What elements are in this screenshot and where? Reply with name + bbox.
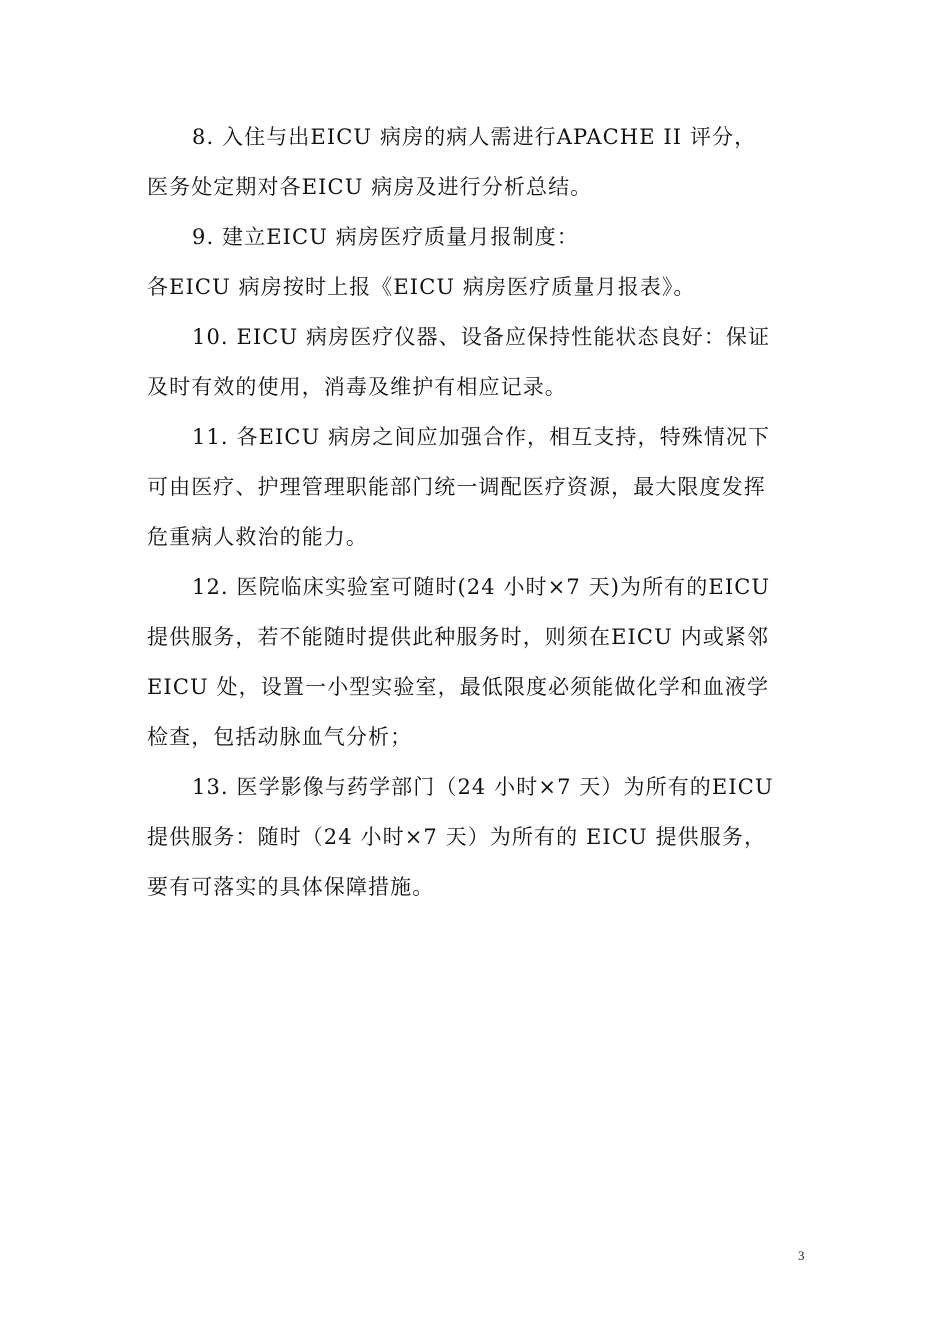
item-9-line-1: 9. 建立EICU 病房医疗质量月报制度： bbox=[192, 225, 579, 249]
item-10-line-1: 10. EICU 病房医疗仪器、设备应保持性能状态良好：保证 bbox=[192, 325, 771, 349]
item-11-line-1: 11. 各EICU 病房之间应加强合作，相互支持，特殊情况下 bbox=[192, 425, 771, 449]
item-13-line-3: 要有可落实的具体保障措施。 bbox=[147, 875, 435, 899]
item-11-line-2: 可由医疗、护理管理职能部门统一调配医疗资源，最大限度发挥 bbox=[147, 475, 766, 499]
item-10-line-2: 及时有效的使用，消毒及维护有相应记录。 bbox=[147, 375, 567, 399]
document-body bbox=[147, 112, 807, 912]
item-8-line-2: 医务处定期对各EICU 病房及进行分析总结。 bbox=[147, 175, 593, 199]
item-11-line-3: 危重病人救治的能力。 bbox=[147, 525, 368, 549]
item-12-line-4: 检查，包括动脉血气分析； bbox=[147, 725, 413, 749]
item-12-line-1: 12. 医院临床实验室可随时(24 小时×7 天)为所有的EICU bbox=[192, 575, 771, 599]
item-8-line-1: 8. 入住与出EICU 病房的病人需进行APACHE II 评分， bbox=[192, 125, 757, 149]
item-12-line-2: 提供服务，若不能随时提供此种服务时，则须在EICU 内或紧邻 bbox=[147, 625, 770, 649]
page-number: 3 bbox=[798, 1248, 805, 1263]
item-9-line-2: 各EICU 病房按时上报《EICU 病房医疗质量月报表》。 bbox=[147, 275, 696, 299]
item-12-line-3: EICU 处，设置一小型实验室，最低限度必须能做化学和血液学 bbox=[147, 675, 770, 699]
item-13-line-1: 13. 医学影像与药学部门（24 小时×7 天）为所有的EICU bbox=[192, 775, 774, 799]
item-13-line-2: 提供服务：随时（24 小时×7 天）为所有的 EICU 提供服务， bbox=[147, 825, 767, 849]
